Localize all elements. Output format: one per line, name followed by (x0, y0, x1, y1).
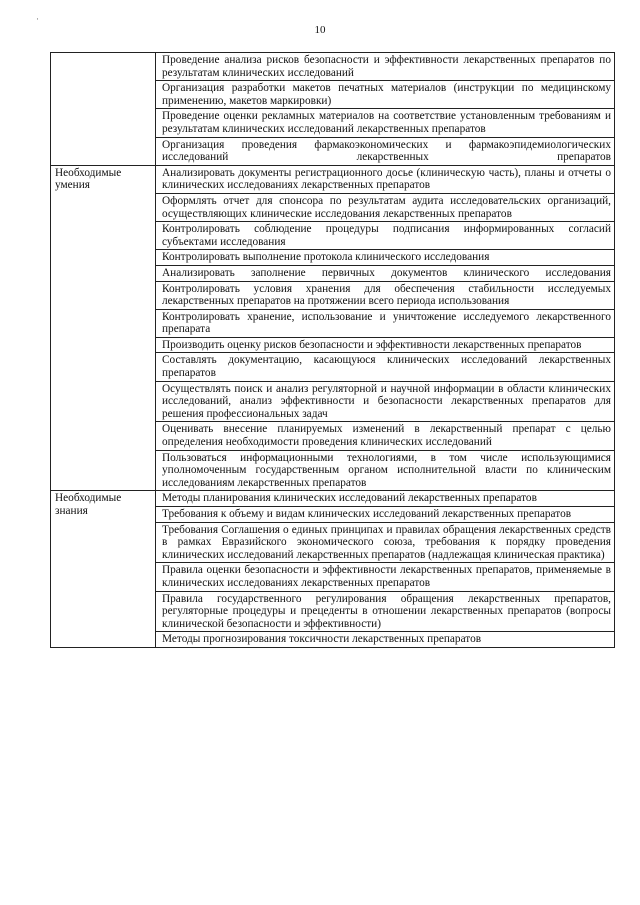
table-row (51, 53, 615, 81)
item-text: Проведение оценки рекламных материалов на соответствие установленным требованиям и результатам клинических исследований лекарственных препаратов (156, 109, 615, 137)
item-text: Правила оценки безопасности и эффективности лекарственных препаратов, применяемые в клинических исследованиях лекарственных препаратов (156, 563, 615, 591)
item-text: Осуществлять поиск и анализ регуляторной и научной информации в области клинических исследований, анализ эффективности и безопасности лекарственных препаратов для решения профессиональных задач (156, 381, 615, 422)
section-label: Необходимые умения (51, 165, 156, 491)
item-text: Анализировать заполнение первичных документов клинического исследования (156, 265, 615, 281)
section-label: Необходимые знания (51, 491, 156, 648)
item-text: Контролировать условия хранения для обеспечения стабильности исследуемых лекарственных препаратов на протяжении всего периода использования (156, 281, 615, 309)
item-text: Составлять документацию, касающуюся клинических исследований лекарственных препаратов (156, 353, 615, 381)
item-text: Производить оценку рисков безопасности и эффективности лекарственных препаратов (156, 337, 615, 353)
item-text: Требования к объему и видам клинических исследований лекарственных препаратов (156, 507, 615, 523)
item-text: Оценивать внесение планируемых изменений в лекарственный препарат с целью определения необходимости проведения клинических исследований (156, 422, 615, 450)
page-number: 10 (314, 24, 326, 36)
item-text: Анализировать документы регистрационного досье (клиническую часть), планы и отчеты о клинических исследованиях лекарственных препаратов (156, 165, 615, 193)
scan-mark: · (36, 14, 39, 24)
item-text: Правила государственного регулирования обращения лекарственных препаратов, регуляторные процедуры и прецеденты в отношении лекарственных препаратов (вопросы клинической безопасности и эффективности) (156, 591, 615, 632)
item-text: Проведение анализа рисков безопасности и эффективности лекарственных препаратов по результатам клинических исследований (156, 53, 615, 81)
item-text: Методы прогнозирования токсичности лекарственных препаратов (156, 632, 615, 648)
table-body (51, 53, 615, 648)
table-row (51, 165, 615, 193)
qualification-table (50, 52, 615, 648)
item-text: Оформлять отчет для спонсора по результатам аудита исследовательских организаций, осуществляющих клинические исследования лекарственных препаратов (156, 193, 615, 221)
item-text: Организация проведения фармакоэкономических и фармакоэпидемиологических исследований лекарственных препаратов (156, 137, 615, 165)
item-text: Пользоваться информационными технологиями, в том числе использующимися уполномоченным государственным органом исполнительной власти по клиническим исследованиям лекарственных препаратов (156, 450, 615, 491)
item-text: Организация разработки макетов печатных материалов (инструкции по медицинскому применению, макетов маркировки) (156, 81, 615, 109)
item-text: Контролировать хранение, использование и уничтожение исследуемого лекарственного препарата (156, 309, 615, 337)
item-text: Требования Соглашения о единых принципах и правилах обращения лекарственных средств в рамках Евразийского экономического союза, требования к порядку проведения клинических исследований лекарственных препаратов (надлежащая клиническая практика) (156, 522, 615, 563)
table-row (51, 491, 615, 507)
item-text: Методы планирования клинических исследований лекарственных препаратов (156, 491, 615, 507)
item-text: Контролировать соблюдение процедуры подписания информированных согласий субъектами исследования (156, 222, 615, 250)
item-text: Контролировать выполнение протокола клинического исследования (156, 250, 615, 266)
section-label (51, 53, 156, 166)
